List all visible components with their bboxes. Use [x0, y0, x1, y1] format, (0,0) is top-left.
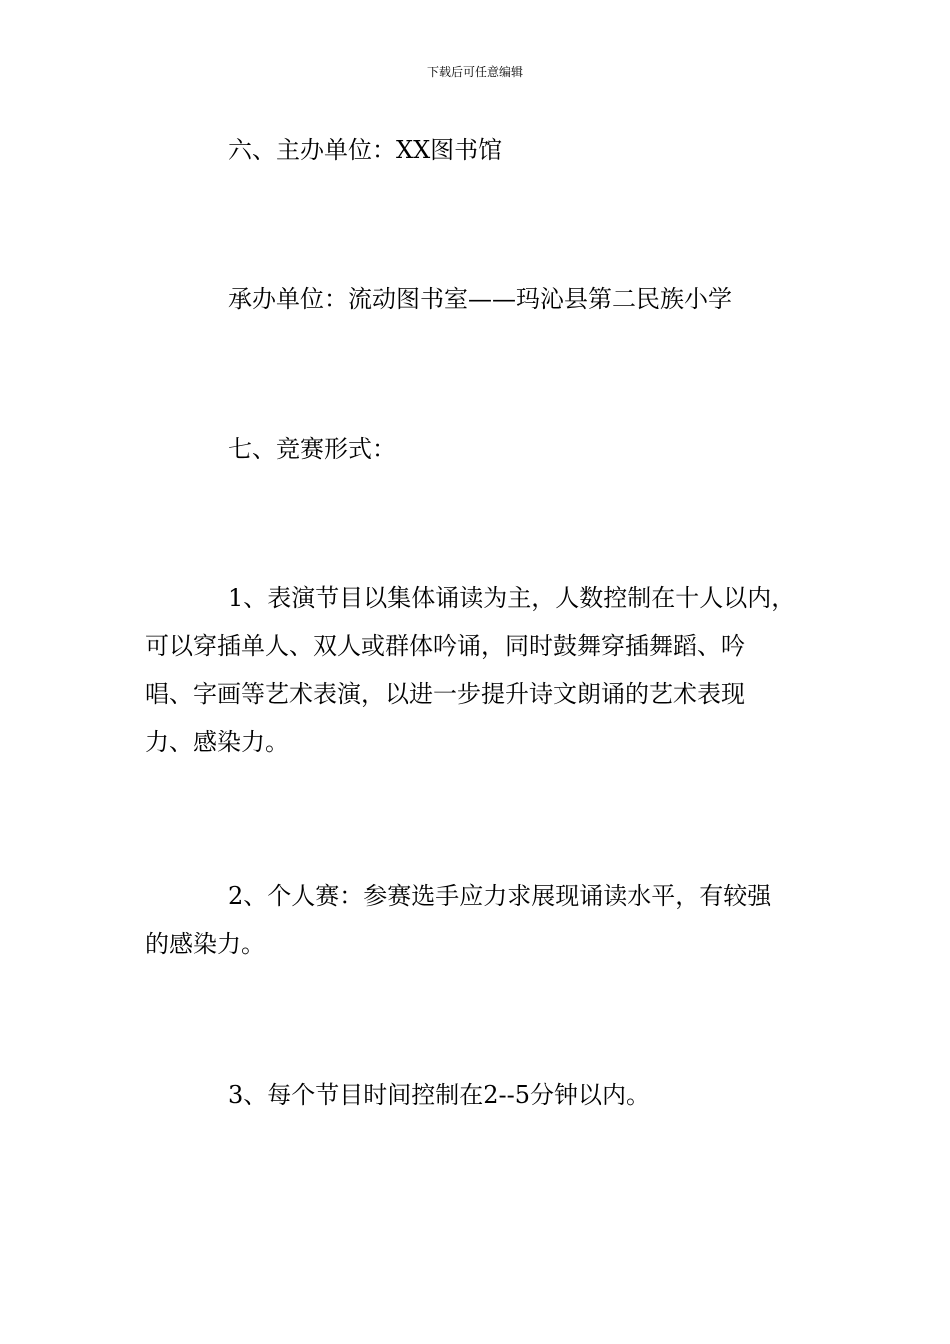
item-two-paragraph: [145, 872, 815, 968]
item-one-line-4: 力、感染力。: [145, 728, 289, 756]
organizer-unit: 承办单位：流动图书室——玛沁县第二民族小学: [228, 285, 732, 313]
item-three-paragraph: 3、每个节目时间控制在2--5分钟以内。: [228, 1081, 651, 1109]
item-one-paragraph: [145, 574, 815, 766]
item-one-line-2: 可以穿插单人、双人或群体吟诵，同时鼓舞穿插舞蹈、吟: [145, 632, 745, 660]
item-two-line-1: 2、个人赛：参赛选手应力求展现诵读水平，有较强: [228, 882, 772, 910]
item-one-line-3: 唱、字画等艺术表演，以进一步提升诗文朗诵的艺术表现: [145, 680, 745, 708]
page-header: 下载后可任意编辑: [426, 65, 523, 79]
section-seven-heading: 七、竞赛形式：: [228, 435, 396, 463]
item-two-line-2: 的感染力。: [145, 930, 265, 958]
item-one-line-1: 1、表演节目以集体诵读为主，人数控制在十人以内，: [228, 584, 796, 612]
host-unit: 六、主办单位：XX图书馆: [228, 136, 503, 164]
